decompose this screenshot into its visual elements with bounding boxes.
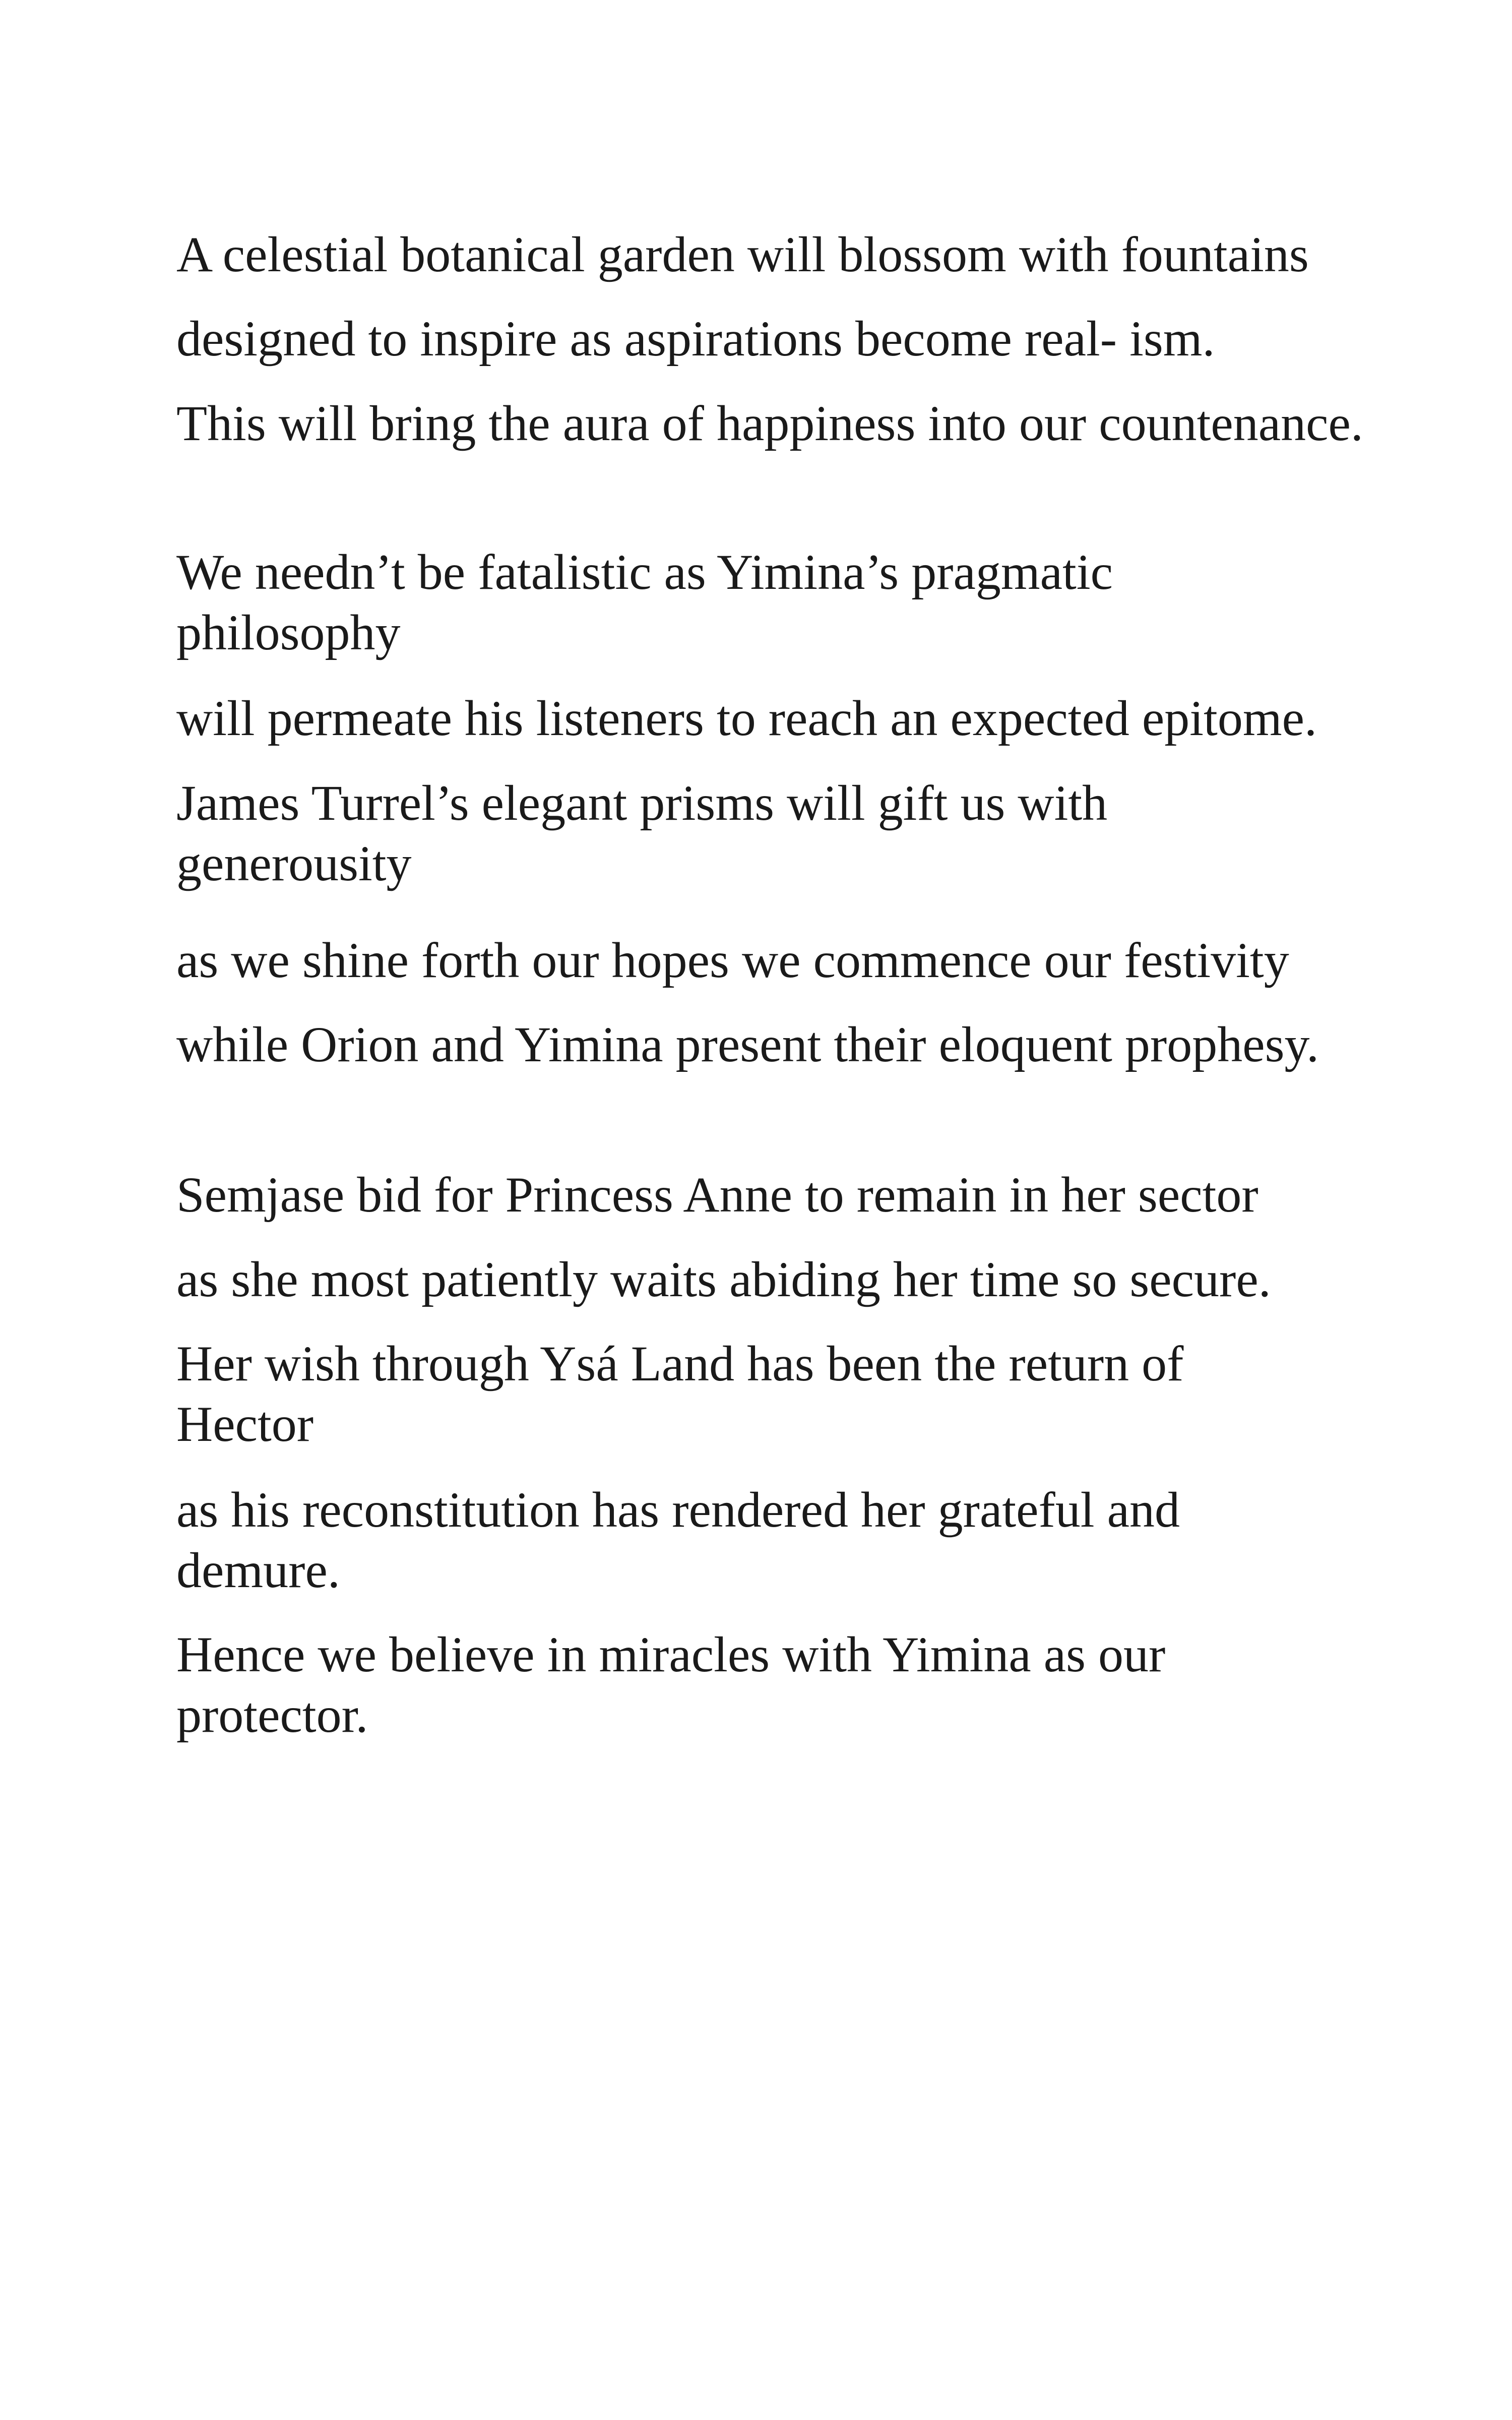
poem-line: will permeate his listeners to reach an expected epitome. <box>176 690 1317 746</box>
poem-line: Hence we believe in miracles with Yimina as our protector. <box>176 1626 1166 1743</box>
poem-line: as we shine forth our hopes we commence our festivity <box>176 932 1289 988</box>
poem-line: This will bring the aura of happiness into our countenance. <box>176 395 1363 451</box>
poem-line: A celestial botanical garden will blossom with fountains <box>176 226 1309 282</box>
poem-line: designed to inspire as aspirations become real- ism. <box>176 311 1215 367</box>
poem-line: as she most patiently waits abiding her time so secure. <box>176 1251 1271 1307</box>
poem-line: James Turrel’s elegant prisms will gift us with generousity <box>176 775 1108 891</box>
poem-line: We needn’t be fatalistic as Yimina’s pragmatic philosophy <box>176 544 1113 660</box>
poem-line: Semjase bid for Princess Anne to remain in her sector <box>176 1167 1258 1223</box>
poem-line: as his reconstitution has rendered her grateful and demure. <box>176 1482 1180 1598</box>
poem-line: while Orion and Yimina present their eloquent prophesy. <box>176 1016 1319 1072</box>
poem-line: Her wish through Ysá Land has been the return of Hector <box>176 1336 1184 1452</box>
